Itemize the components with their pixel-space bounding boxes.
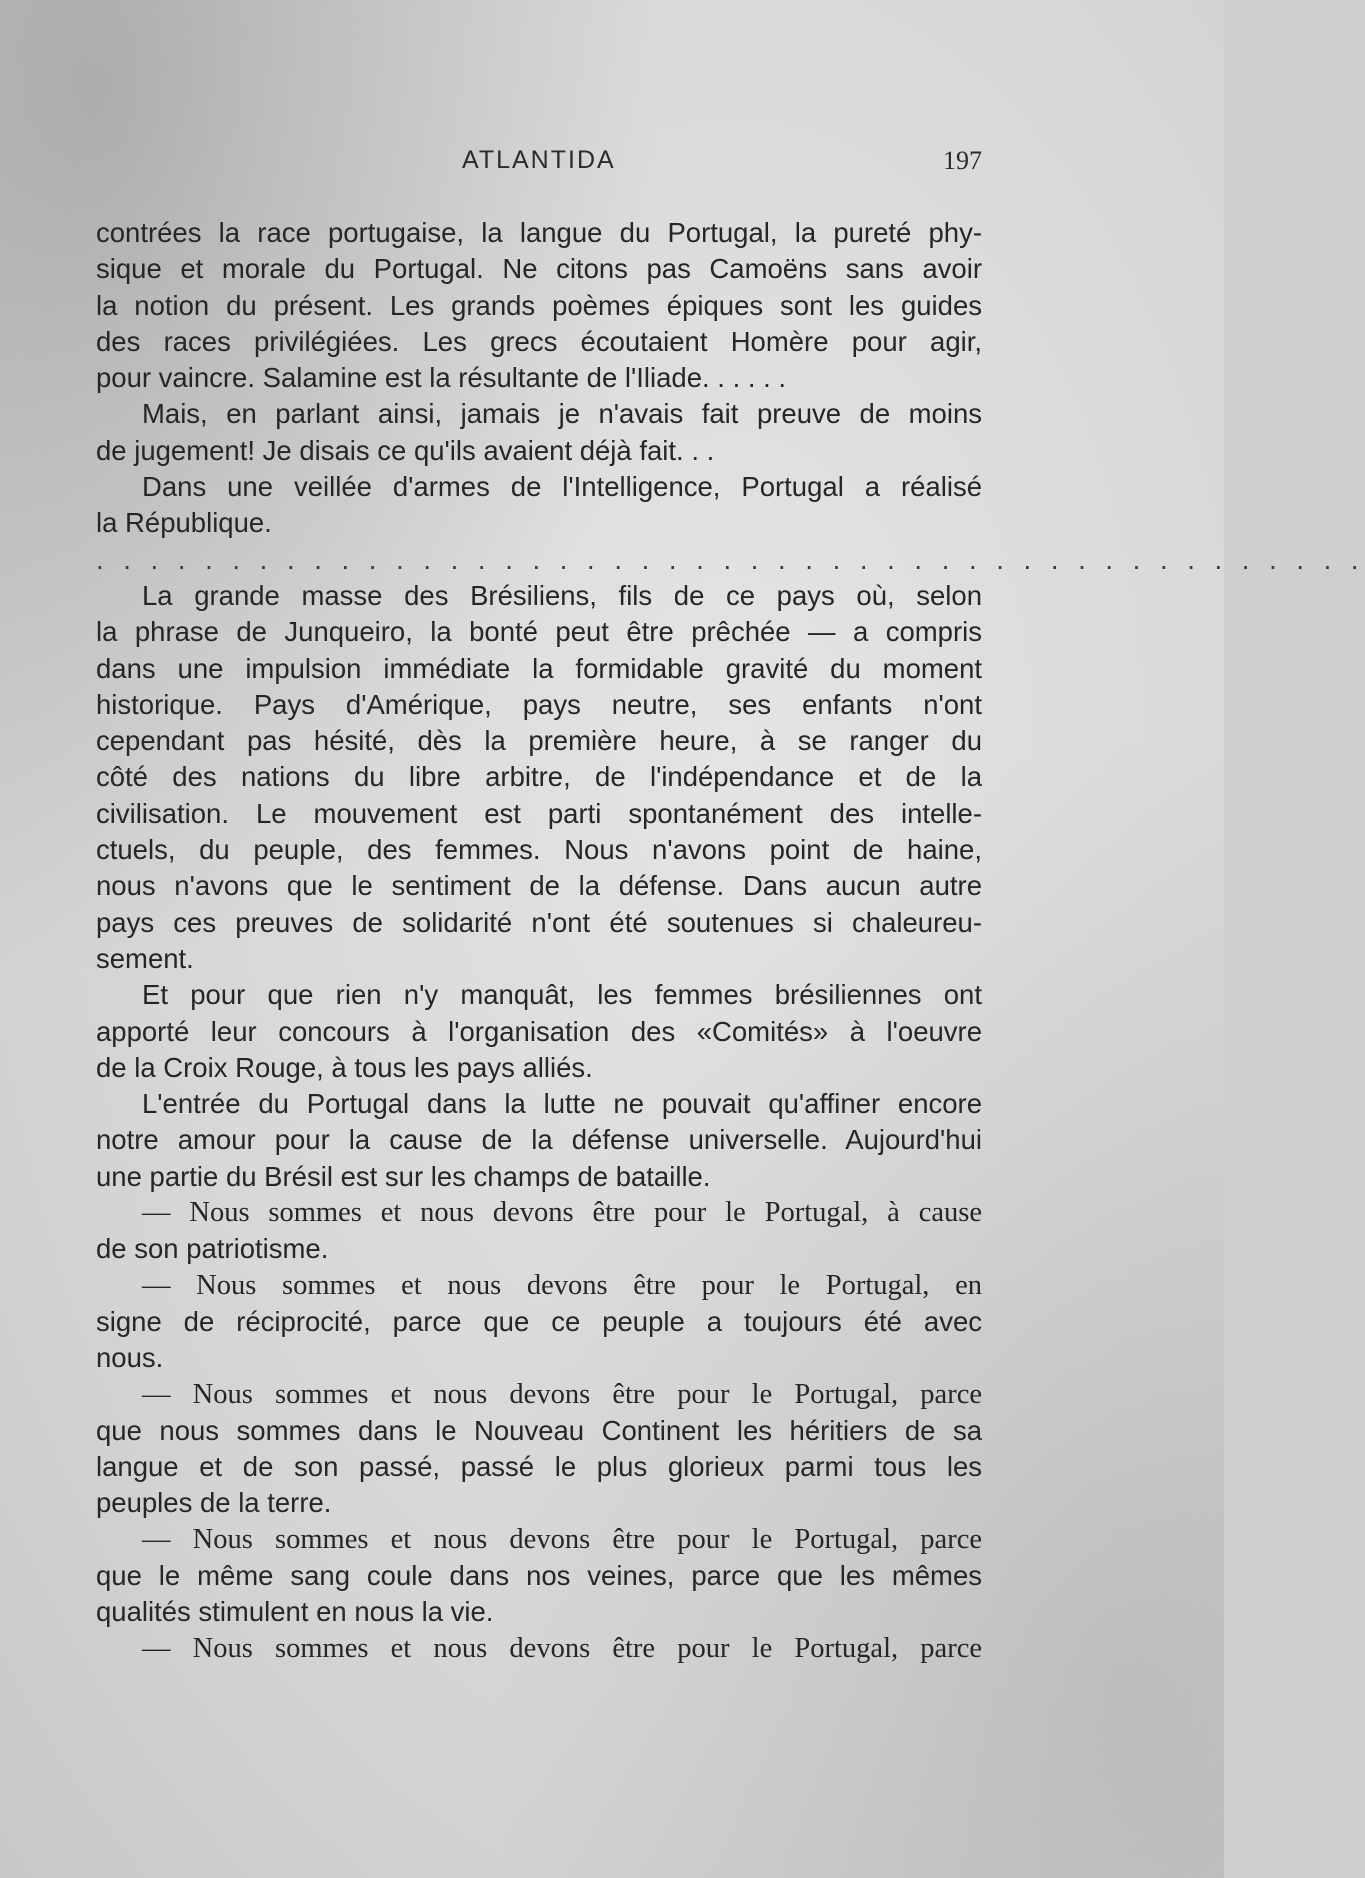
page-number: 197 — [943, 146, 982, 175]
text-line: — Nous sommes et nous devons être pour le Portugal, parce — [142, 1378, 982, 1410]
running-title: ATLANTIDA — [462, 146, 616, 174]
text-line: pays ces preuves de solidarité n'ont été soutenues si chaleureu- — [96, 906, 982, 938]
text-line: — Nous sommes et nous devons être pour le Portugal, à cause — [142, 1197, 982, 1229]
text-line: historique. Pays d'Amérique, pays neutre, ses enfants n'ont — [96, 688, 982, 720]
text-line: sique et morale du Portugal. Ne citons pas Camoëns sans avoir — [96, 253, 982, 285]
text-line: de jugement! Je disais ce qu'ils avaient déjà fait. . . — [96, 434, 715, 466]
text-line: la notion du présent. Les grands poèmes épiques sont les guides — [96, 289, 982, 321]
text-line: peuples de la terre. — [96, 1487, 332, 1519]
text-line: — Nous sommes et nous devons être pour le Portugal, parce — [142, 1523, 982, 1555]
text-line: de son patriotisme. — [96, 1233, 329, 1265]
text-line: une partie du Brésil est sur les champs de bataille. — [96, 1160, 711, 1192]
text-line: de la Croix Rouge, à tous les pays alliés. — [96, 1051, 593, 1083]
section-separator-dots: . . . . . . . . . . . . . . . . . . . . . . . . . . . . . . . . . . . . . . . . . . . . . . . — [96, 543, 1365, 575]
text-line: notre amour pour la cause de la défense universelle. Aujourd'hui — [96, 1124, 982, 1156]
text-line: côté des nations du libre arbitre, de l'indépendance et de la — [96, 761, 982, 793]
text-line: cependant pas hésité, dès la première heure, à se ranger du — [96, 725, 982, 757]
body-text — [96, 215, 1365, 1667]
text-line: sement. — [96, 942, 194, 974]
text-line: nous n'avons que le sentiment de la défense. Dans aucun autre — [96, 870, 982, 902]
text-line: la République. — [96, 507, 272, 539]
text-line: que nous sommes dans le Nouveau Continent les héritiers de sa — [96, 1414, 982, 1446]
text-line: signe de réciprocité, parce que ce peuple a toujours été avec — [96, 1305, 982, 1337]
text-line: Mais, en parlant ainsi, jamais je n'avais fait preuve de moins — [142, 398, 982, 430]
text-line: des races privilégiées. Les grecs écoutaient Homère pour agir, — [96, 325, 982, 357]
page-header — [96, 146, 982, 186]
text-line: langue et de son passé, passé le plus glorieux parmi tous les — [96, 1451, 982, 1483]
text-line: pour vaincre. Salamine est la résultante de l'Iliade. . . . . . — [96, 362, 787, 394]
text-line: La grande masse des Brésiliens, fils de ce pays où, selon — [142, 579, 982, 611]
text-line: L'entrée du Portugal dans la lutte ne pouvait qu'affiner encore — [142, 1088, 982, 1120]
text-line: que le même sang coule dans nos veines, parce que les mêmes — [96, 1559, 982, 1591]
text-line: civilisation. Le mouvement est parti spontanément des intelle- — [96, 797, 982, 829]
text-line: qualités stimulent en nous la vie. — [96, 1596, 494, 1628]
text-line: ctuels, du peuple, des femmes. Nous n'avons point de haine, — [96, 834, 982, 866]
text-line: dans une impulsion immédiate la formidable gravité du moment — [96, 652, 982, 684]
text-line: contrées la race portugaise, la langue du Portugal, la pureté phy- — [96, 217, 982, 248]
text-line: — Nous sommes et nous devons être pour le Portugal, parce — [142, 1632, 982, 1664]
text-line: apporté leur concours à l'organisation des «Comités» à l'oeuvre — [96, 1015, 982, 1047]
text-line: Et pour que rien n'y manquât, les femmes brésiliennes ont — [142, 979, 982, 1011]
text-line: la phrase de Junqueiro, la bonté peut être prêchée — a compris — [96, 616, 982, 648]
text-line: nous. — [96, 1342, 164, 1374]
text-line: — Nous sommes et nous devons être pour le Portugal, en — [142, 1269, 982, 1301]
text-line: Dans une veillée d'armes de l'Intelligence, Portugal a réalisé — [142, 471, 982, 503]
